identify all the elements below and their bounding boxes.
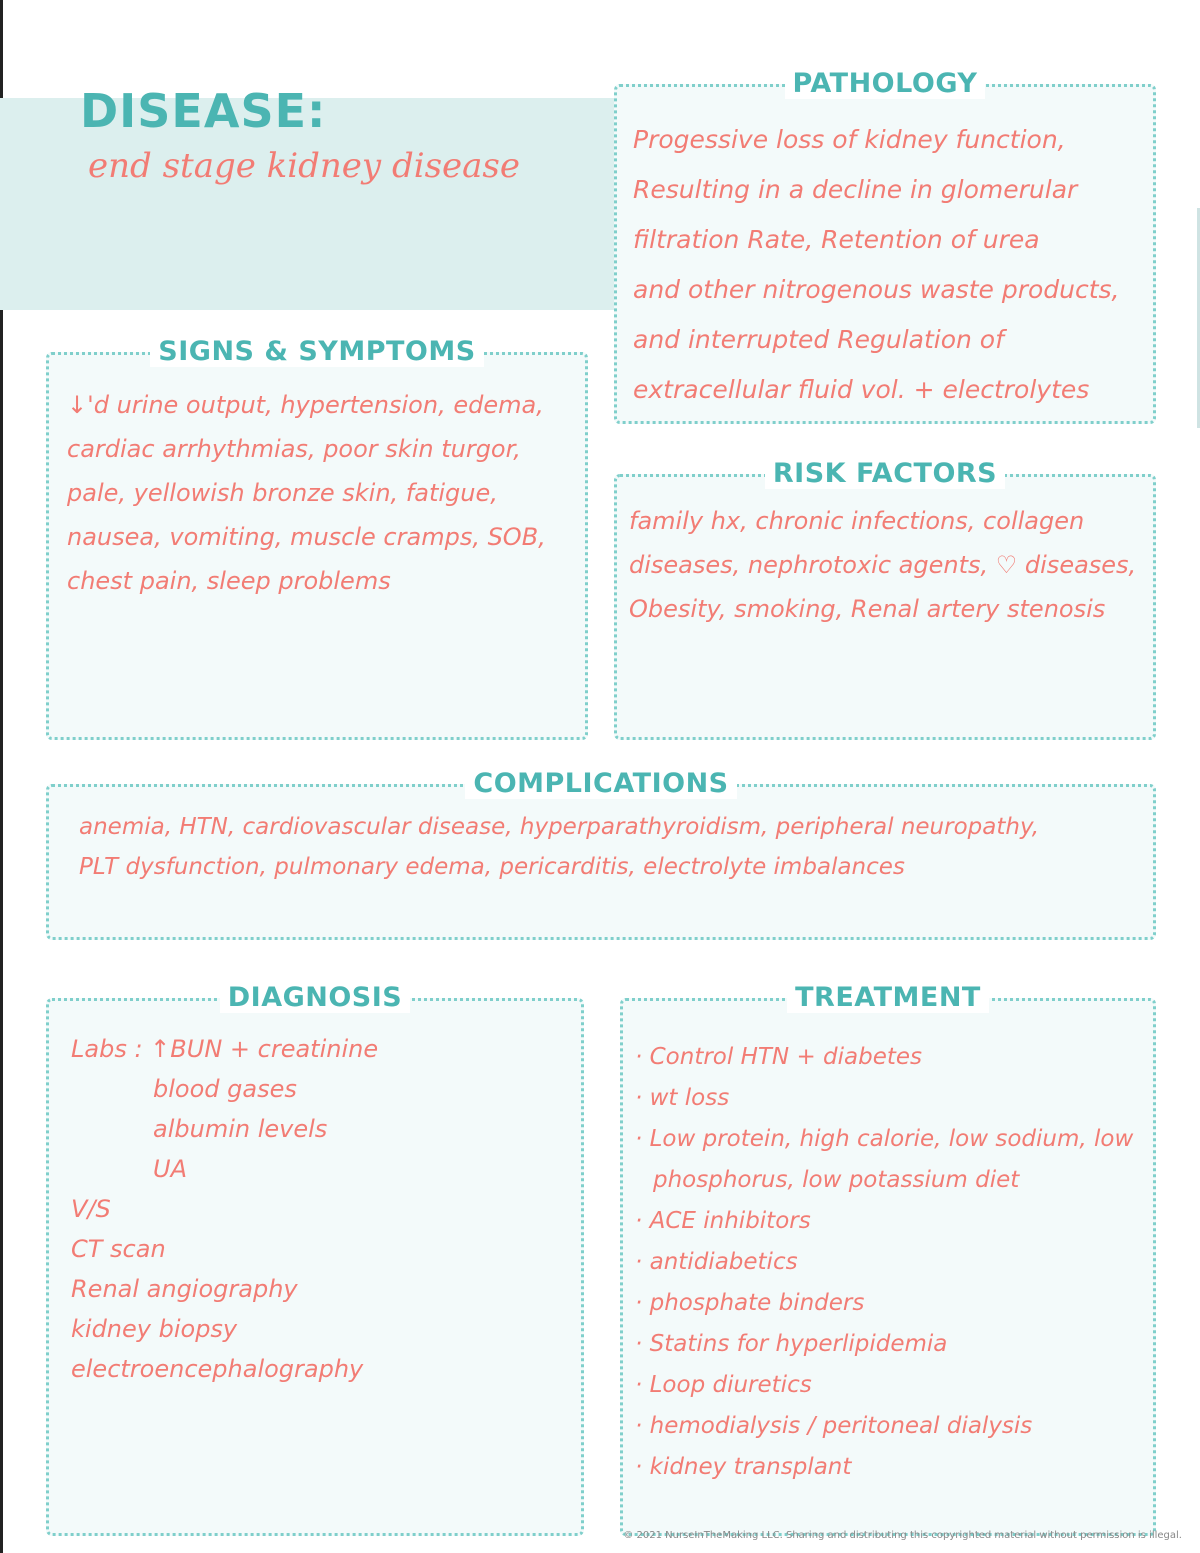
diagnosis-lab-item: UA bbox=[153, 1155, 187, 1183]
pathology-line: Resulting in a decline in glomerular bbox=[633, 175, 1078, 204]
treatment-item: · Control HTN + diabetes bbox=[635, 1044, 923, 1070]
diagnosis-labs-label: Labs : bbox=[71, 1035, 143, 1063]
diagnosis-item: V/S bbox=[71, 1195, 111, 1223]
signs-symptoms-line: pale, yellowish bronze skin, fatigue, bbox=[67, 479, 498, 507]
diagnosis-item: electroencephalography bbox=[71, 1355, 364, 1383]
signs-symptoms-line: nausea, vomiting, muscle cramps, SOB, bbox=[67, 523, 546, 551]
signs-symptoms-line: cardiac arrhythmias, poor skin turgor, bbox=[67, 435, 521, 463]
complications-line: anemia, HTN, cardiovascular disease, hyperparathyroidism, peripheral neuropathy, bbox=[79, 814, 1040, 840]
disease-name: end stage kidney disease bbox=[88, 146, 520, 186]
diagnosis-lab-item: blood gases bbox=[153, 1075, 297, 1103]
disease-label: DISEASE: bbox=[80, 84, 327, 138]
complications-title: COMPLICATIONS bbox=[465, 768, 736, 799]
pathology-line: Progessive loss of kidney function, bbox=[633, 125, 1066, 154]
diagnosis-item: CT scan bbox=[71, 1235, 166, 1263]
signs-symptoms-box bbox=[46, 336, 588, 740]
diagnosis-box bbox=[46, 982, 584, 1536]
complications-box bbox=[46, 768, 1156, 940]
diagnosis-lab-item: ↑BUN + creatinine bbox=[150, 1035, 379, 1063]
risk-factors-line: family hx, chronic infections, collagen bbox=[629, 507, 1085, 535]
diagnosis-item: kidney biopsy bbox=[71, 1315, 238, 1343]
treatment-item: · kidney transplant bbox=[635, 1454, 852, 1480]
treatment-item: · wt loss bbox=[635, 1085, 730, 1111]
treatment-item: · antidiabetics bbox=[635, 1249, 798, 1275]
treatment-item: · hemodialysis / peritoneal dialysis bbox=[635, 1413, 1033, 1439]
pathology-line: and other nitrogenous waste products, bbox=[633, 275, 1120, 304]
pathology-line: and interrupted Regulation of bbox=[633, 325, 1004, 354]
treatment-title: TREATMENT bbox=[787, 982, 989, 1013]
signs-symptoms-title: SIGNS & SYMPTOMS bbox=[150, 336, 483, 367]
treatment-text bbox=[635, 1037, 1143, 1488]
risk-factors-box bbox=[614, 458, 1156, 740]
diagnosis-title: DIAGNOSIS bbox=[220, 982, 411, 1013]
signs-symptoms-line: chest pain, sleep problems bbox=[67, 567, 391, 595]
copyright-footer: © 2021 NurseInTheMaking LLC. Sharing and distributing this copyrighted material without permission is illegal. bbox=[623, 1530, 1182, 1541]
pathology-line: extracellular fluid vol. + electrolytes bbox=[633, 375, 1090, 404]
treatment-item: · Loop diuretics bbox=[635, 1372, 812, 1398]
signs-symptoms-text bbox=[67, 383, 575, 603]
complications-text bbox=[79, 807, 1133, 887]
treatment-item: phosphorus, low potassium diet bbox=[653, 1167, 1020, 1193]
diagnosis-text bbox=[71, 1029, 571, 1389]
pathology-line: filtration Rate, Retention of urea bbox=[633, 225, 1040, 254]
risk-factors-line: diseases, nephrotoxic agents, ♡ diseases, bbox=[629, 551, 1137, 579]
complications-line: PLT dysfunction, pulmonary edema, pericarditis, electrolyte imbalances bbox=[79, 854, 905, 880]
risk-factors-title: RISK FACTORS bbox=[765, 458, 1005, 489]
treatment-item: · ACE inhibitors bbox=[635, 1208, 811, 1234]
diagnosis-labs-row bbox=[71, 1029, 571, 1069]
risk-factors-line: Obesity, smoking, Renal artery stenosis bbox=[629, 595, 1106, 623]
signs-symptoms-line: ↓'d urine output, hypertension, edema, bbox=[67, 391, 544, 419]
pathology-title: PATHOLOGY bbox=[785, 68, 986, 99]
pathology-box bbox=[614, 68, 1156, 424]
treatment-box bbox=[620, 982, 1156, 1536]
pathology-text bbox=[633, 115, 1143, 415]
treatment-item: · Statins for hyperlipidemia bbox=[635, 1331, 948, 1357]
diagnosis-lab-item: albumin levels bbox=[153, 1115, 328, 1143]
risk-factors-text bbox=[629, 499, 1145, 631]
treatment-item: · phosphate binders bbox=[635, 1290, 865, 1316]
treatment-item: · Low protein, high calorie, low sodium, low bbox=[635, 1126, 1134, 1152]
diagnosis-item: Renal angiography bbox=[71, 1275, 298, 1303]
